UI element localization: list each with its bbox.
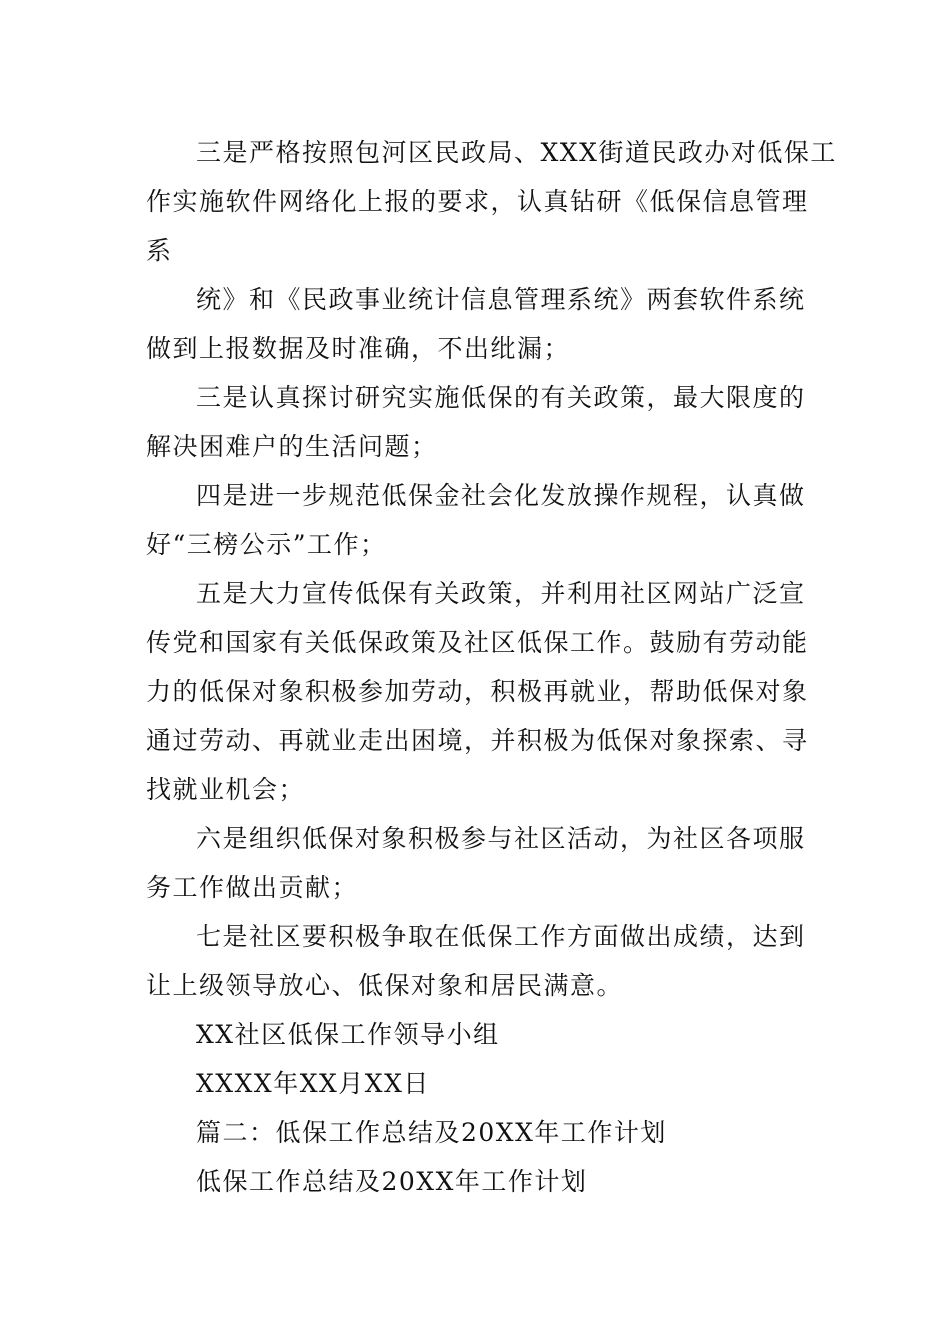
text-line: 三是严格按照包河区民政局、XXX街道民政办对低保工 xyxy=(196,138,837,167)
text-line: 做到上报数据及时准确，不出纰漏； xyxy=(146,334,571,363)
text-line: 七是社区要积极争取在低保工作方面做出成绩，达到 xyxy=(196,922,806,951)
text-line: 务工作做出贡献； xyxy=(146,873,359,902)
text-line: 作实施软件网络化上报的要求，认真钻研《低保信息管理 xyxy=(146,187,809,216)
text-line: 四是进一步规范低保金社会化发放操作规程，认真做 xyxy=(196,481,806,510)
text-line: 通过劳动、再就业走出困境，并积极为低保对象探索、寻 xyxy=(146,726,809,755)
text-line: 五是大力宣传低保有关政策，并利用社区网站广泛宣 xyxy=(196,579,806,608)
text-line: 系 xyxy=(146,236,173,265)
paragraph-policy-research xyxy=(146,373,808,471)
text-line: 好“三榜公示”工作； xyxy=(146,530,387,559)
paragraph-payment-standard xyxy=(146,471,808,569)
document-body xyxy=(146,128,837,1206)
date: XXXX年XX月XX日 xyxy=(196,1069,430,1098)
paragraph-policy-promotion xyxy=(146,569,808,814)
paragraph-software-systems xyxy=(146,275,808,373)
text-line: 力的低保对象积极参加劳动，积极再就业，帮助低保对象 xyxy=(146,677,809,706)
section-title: 低保工作总结及20XX年工作计划 xyxy=(196,1167,588,1196)
paragraph-community-activities xyxy=(146,814,808,912)
section-heading: 篇二：低保工作总结及20XX年工作计划 xyxy=(196,1118,667,1147)
text-line: 六是组织低保对象积极参与社区活动，为社区各项服 xyxy=(196,824,806,853)
text-line: 解决困难户的生活问题； xyxy=(146,432,438,461)
paragraph-achievements xyxy=(146,912,808,1010)
paragraph-software-reporting xyxy=(146,128,837,275)
text-line: 找就业机会； xyxy=(146,775,306,804)
text-line: 传党和国家有关低保政策及社区低保工作。鼓励有劳动能 xyxy=(146,628,809,657)
text-line: 让上级领导放心、低保对象和居民满意。 xyxy=(146,971,624,1000)
text-line: 三是认真探讨研究实施低保的有关政策，最大限度的 xyxy=(196,383,806,412)
signature: XX社区低保工作领导小组 xyxy=(196,1020,500,1049)
text-line: 统》和《民政事业统计信息管理系统》两套软件系统 xyxy=(196,285,806,314)
